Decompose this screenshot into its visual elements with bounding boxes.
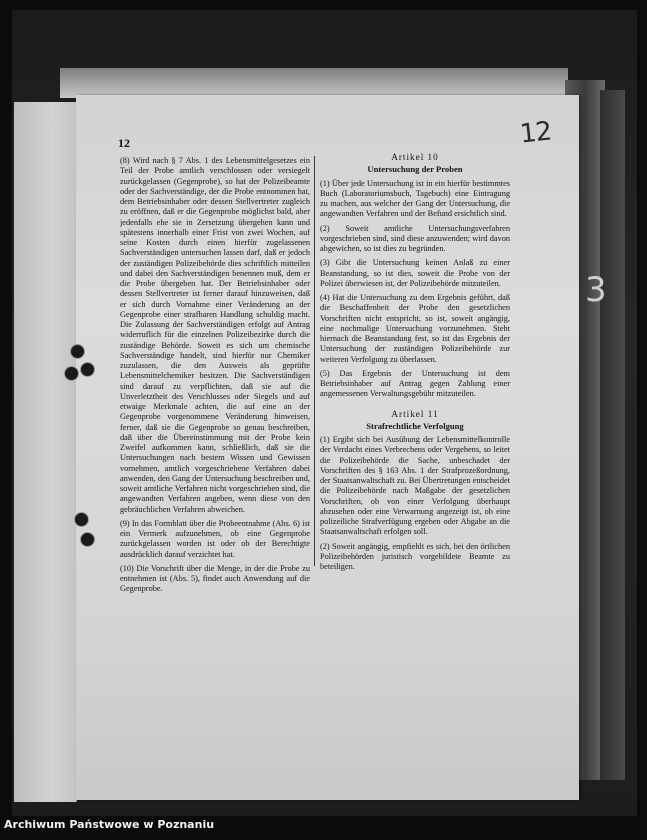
paragraph-10: (10) Die Vorschrift über die Menge, in der die Probe zu entnehmen ist (Abs. 5), findet auch Anwendung auf die Gegenprobe. — [120, 563, 310, 594]
art10-paragraph-5: (5) Das Ergebnis der Untersuchung ist dem Betriebsinhaber auf Antrag gegen Zahlung einer angemessenen Verwaltungsgebühr mitzuteilen. — [320, 368, 510, 399]
folder-top-edge — [60, 68, 568, 98]
archive-credit: Archiwum Państwowe w Poznaniu — [4, 818, 215, 831]
page-number: 12 — [118, 136, 130, 150]
art10-paragraph-2: (2) Soweit amtliche Untersuchungsverfahren vorgeschrieben sind, sind diese anzuwenden; wird davon abgewichen, so ist dies zu begründen. — [320, 223, 510, 253]
folder-right-edge — [600, 90, 625, 780]
article-10-subtitle: Untersuchung der Proben — [367, 164, 463, 175]
punch-hole — [80, 362, 95, 377]
article-11-subtitle: Strafrechtliche Verfolgung — [366, 420, 464, 431]
margin-mark: 3 — [585, 270, 607, 310]
art11-paragraph-2: (2) Soweit angängig, empfiehlt es sich, bei den örtlichen Polizeibehörden juristisch vorgebildete Beamte zu beteiligen. — [320, 541, 510, 571]
column-divider — [314, 156, 315, 566]
article-10-title: Artikel 10 — [391, 152, 439, 162]
punch-hole — [74, 512, 89, 527]
punch-hole — [80, 532, 95, 547]
article-11-title: Artikel 11 — [391, 408, 439, 419]
underlying-page — [14, 102, 77, 802]
punch-hole — [70, 344, 85, 359]
handwritten-folio-number: 12 — [518, 116, 553, 150]
art10-paragraph-1: (1) Über jede Untersuchung ist in ein hierfür bestimmtes Buch (Laboratoriumsbuch, Tagebuch) eine Eintragung zu machen, aus welcher der Gang der Untersuchung, die angewandten Verfahren und der Befund ersichtlich sind. — [320, 178, 510, 219]
right-column — [320, 152, 510, 572]
art10-paragraph-3: (3) Gibt die Untersuchung keinen Anlaß zu einer Beanstandung, so ist dies, soweit die Probe von der Polizei überwiesen ist, der Polizeibehörde mitzuteilen. — [320, 258, 510, 288]
paragraph-8: (8) Wird nach § 7 Abs. 1 des Lebensmittelgesetzes ein Teil der Probe amtlich verschlossen oder versiegelt zurückgelassen (Gegenprobe), so hat der Polizeibeamte oder der Sachverständige, der die Probe entnommen hat, dem Betriebsinhaber oder dessen Stellvertreter zugleich zu eröffnen, daß er die Gegenprobe möglichst bald, aber jedenfalls ehe sie in Zersetzung übergehen kann und spätestens innerhalb einer Frist von zwei Wochen, auf seine Kosten durch einen hierfür zugelassenen Sachverständigen untersuchen lassen darf, daß er jedoch der zuständigen Polizeibehörde dies schriftlich mitteilen und dabei den Sachverständigen benennen muß, dem er die Probe übergeben hat. Der Betriebsinhaber oder dessen Stellvertreter ist ferner darauf hinzuweisen, daß er sich durch Vornahme einer Veränderung an der Gegenprobe einer strafbaren Handlung schuldig macht. Die Zulassung der Sachverständigen erfolgt auf Antrag widerruflich für die einzelnen Polizeibezirke durch die zuständige Behörde. Soweit es sich um chemische Sachverständige handelt, sind hierfür nur Chemiker zuzulassen, die den Ausweis als geprüfte Lebensmittelchemiker besitzen. Die Sachverständigen sind darauf zu verpflichten, daß sie auf die Unverletztheit des Verschlusses oder Siegels und auf etwaige Merkmale achten, die auf eine an der Gegenprobe vorgenommene Veränderung hinweisen, ferner, daß sie die Gegenprobe so genau beschreiben, daß über die Übereinstimmung mit der Probe kein Zweifel aufkommen kann, schließlich, daß sie die Untersuchungen nach bestem Wissen und Gewissen vornehmen, amtlich vorgeschriebene Verfahren dabei anwenden, den Gang der Untersuchung beschreiben und, soweit amtliche Verfahren nicht vorgeschrieben sind, die angewandten Verfahren angeben, wenn diese von den gebräuchlichen Verfahren abweichen. — [120, 156, 310, 514]
art11-paragraph-1: (1) Ergibt sich bei Ausübung der Lebensmittelkontrolle der Verdacht eines Verbrechens oder Vergehens, so leitet die Polizeibehörde die Sache, unbeschadet der Vorschriften des § 163 Abs. 1 der Strafprozeßordnung, der Staatsanwaltschaft zu. Bei Übertretungen entscheidet die Polizeibehörde nach Maßgabe der gesetzlichen Vorschriften, ob von einer Verfolgung überhaupt abzusehen oder eine Verwarnung angezeigt ist, ob eine polizeiliche Strafverfügung ergehen oder Abgabe an die Staatsanwaltschaft erfolgen soll. — [320, 435, 510, 537]
punch-hole — [64, 366, 79, 381]
left-column — [120, 156, 310, 595]
art10-paragraph-4: (4) Hat die Untersuchung zu dem Ergebnis geführt, daß die Beschaffenheit der Probe den gesetzlichen Vorschriften nicht entspricht, so ist, soweit angängig, eine nochmalige Untersuchung vorzunehmen. Steht hiernach die Beanstandung fest, so ist das Ergebnis der Untersuchung der zuständigen Polizeibehörde zur weiteren Verfolgung zu überlassen. — [320, 293, 510, 364]
paragraph-9: (9) In das Formblatt über die Probeentnahme (Abs. 6) ist ein Vermerk aufzunehmen, ob eine Gegenprobe zurückgelassen worden ist oder ob der Berechtigte ausdrücklich darauf verzichtet hat. — [120, 518, 310, 559]
